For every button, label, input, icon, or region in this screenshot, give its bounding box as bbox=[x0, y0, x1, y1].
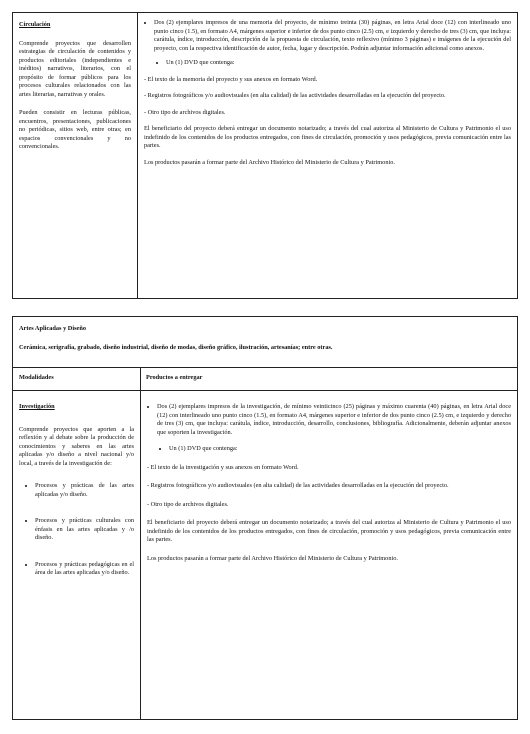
list-item: • Procesos y prácticas pedagógicas en el área de las artes aplicadas y/o diseño. bbox=[35, 561, 134, 578]
header-modalidades: Modalidades bbox=[19, 374, 54, 381]
investigacion-description: Comprende proyectos que aporten a la reflexión y al debate sobre la producción de conocimientos y saberes en las artes aplicadas y/o diseño a nivel nacional y/o local, a través de la investigación de: bbox=[19, 425, 134, 467]
bottom-title-row bbox=[13, 317, 517, 367]
list-item: • Procesos y prácticas de las artes aplicadas y/o diseño. bbox=[35, 482, 134, 499]
bottom-dvd-line-registros: - Registros fotográficos y/o audiovisuales (en alta calidad) de las actividades desarrolladas en la ejecución del proyecto. bbox=[147, 482, 449, 489]
top-archivo-paragraph: Los productos pasarán a formar parte del Archivo Histórico del Ministerio de Cultura y Patrimonio. bbox=[144, 158, 395, 166]
top-dvd-line-registros: - Registros fotográficos y/o audiovisuales (en alta calidad) de las actividades desarrolladas en la ejecución del proyecto. bbox=[144, 92, 446, 99]
top-dvd-line-otros: - Otro tipo de archivos digitales. bbox=[144, 108, 226, 116]
header-productos: Productos a entregar bbox=[146, 374, 203, 381]
top-beneficiario-paragraph: El beneficiario del proyecto deberá entregar un documento notarizado; a través del cual autoriza al Ministerio de Cultura y Patrimonio el uso indefinido de los contenidos de los productos entregados, con fines de circulación, promoción y usos pedagógicos, previa comunicación entre las partes. bbox=[144, 125, 511, 149]
top-table bbox=[12, 12, 518, 299]
investigacion-heading: Investigación bbox=[19, 403, 55, 410]
header-row bbox=[13, 368, 517, 390]
circulacion-examples: Pueden consistir en lecturas públicas, encuentros, presentaciones, publicaciones no periódicas, sitios web, entre otras; en espacios convencionales y no convencionales. bbox=[19, 109, 131, 150]
bottom-dvd-line-otros: - Otro tipo de archivos digitales. bbox=[147, 500, 229, 508]
circulacion-heading: Circulación bbox=[19, 21, 51, 28]
section-title: Artes Aplicadas y Diseño bbox=[19, 325, 86, 332]
bottom-right-cell bbox=[141, 391, 517, 719]
bottom-dvd-line-texto: - El texto de la investigación y sus anexos en formato Word. bbox=[147, 463, 299, 471]
top-right-cell bbox=[138, 13, 517, 298]
top-bullet-dvd: • Un (1) DVD que contenga: bbox=[166, 59, 511, 68]
bottom-bullet-ejemplares: • Dos (2) ejemplares impresos de la investigación, de mínimo veinticinco (25) páginas y máximo cuarenta (40) páginas, en letra Arial doce (12) con interlineado uno punto cinco (1.5), en formato A4, márgenes superior e inferior de dos punto cinco (2.5) cm, e izquierdo y derecho de tres (3) cm, que incluya: carátula, índice, introducción, desarrollo, conclusiones, bibliografía. Adicionalmente, deberán adjuntar anexos que soporten la investigación. bbox=[157, 403, 511, 437]
circulacion-description: Comprende proyectos que desarrollen estrategias de circulación de contenidos y productos editoriales (independientes e inéditos) narrativos, literarios, con el propósito de formar públicos para los procesos culturales relacionados con las artes literarias, narrativas y orales. bbox=[19, 39, 131, 98]
top-dvd-line-texto: - El texto de la memoria del proyecto y sus anexos en formato Word. bbox=[144, 75, 318, 83]
bottom-bullet-dvd: • Un (1) DVD que contenga: bbox=[169, 445, 511, 454]
investigacion-list bbox=[19, 482, 134, 578]
bottom-archivo-paragraph: Los productos pasarán a formar parte del Archivo Histórico del Ministerio de Cultura y Patrimonio. bbox=[147, 554, 398, 562]
bottom-left-cell bbox=[13, 391, 140, 719]
section-subtitle: Cerámica, serigrafía, grabado, diseño industrial, diseño de modas, diseño gráfico, ilustración, artesanías; entre otras. bbox=[19, 343, 333, 351]
top-left-cell bbox=[13, 13, 137, 298]
list-item: • Procesos y prácticas culturales con énfasis en las artes aplicadas y /o diseño. bbox=[35, 517, 134, 543]
bottom-table bbox=[12, 316, 518, 720]
bottom-beneficiario-paragraph: El beneficiario del proyecto deberá entregar un documento notarizado; a través del cual autoriza al Ministerio de Cultura y Patrimonio el uso indefinido de los contenidos de los productos entregados, con fines de circulación, promoción y usos pedagógicos, previa comunicación entre las partes. bbox=[147, 519, 511, 543]
top-bullet-ejemplares: • Dos (2) ejemplares impresos de una memoria del proyecto, de mínimo treinta (30) páginas, en letra Arial doce (12) con interlineado uno punto cinco (1.5), en formato A4, márgenes superior e inferior de dos punto cinco (2.5) cm, e izquierdo y derecho de tres (3) cm, que incluya: carátula, índice, introducción, descripción de la propuesta de circulación, texto reflexivo (mínimo 3 páginas) e imágenes de la ejecución del proyecto, con la respectiva identificación de autor, fecha, lugar y descripción. Podrán adjuntar información adicional como anexos. bbox=[154, 19, 511, 53]
